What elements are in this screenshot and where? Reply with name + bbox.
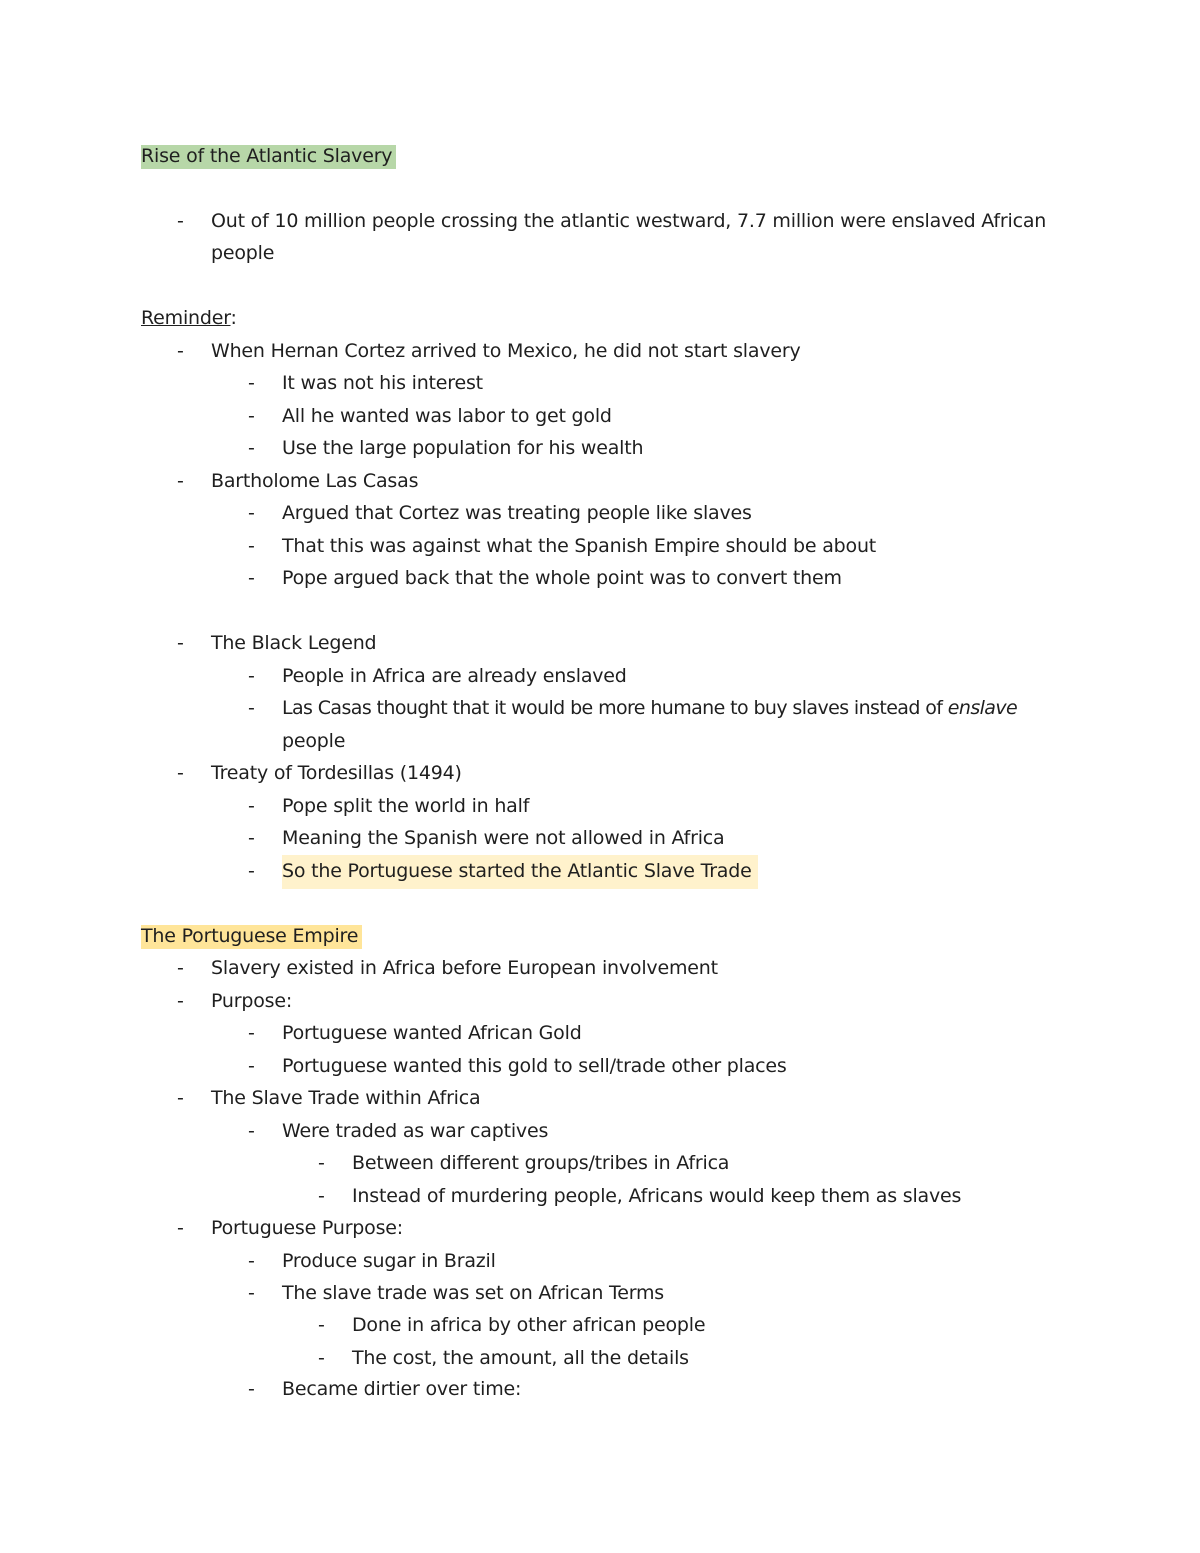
bullet-dash: - — [248, 405, 255, 427]
bullet-dash: - — [248, 567, 255, 589]
bullet-dash: - — [177, 957, 184, 979]
emphasis-text: enslave — [947, 697, 1018, 719]
list-item-continuation — [0, 725, 1200, 757]
list-item — [0, 205, 1200, 237]
reminder-colon: : — [230, 307, 237, 329]
list-item — [0, 400, 1200, 432]
bullet-dash: - — [248, 697, 255, 719]
bullet-dash: - — [248, 827, 255, 849]
list-item-text: Meaning the Spanish were not allowed in Africa — [282, 827, 725, 849]
list-item-text: It was not his interest — [282, 372, 483, 394]
list-item — [0, 985, 1200, 1017]
reminder-label-text: Reminder — [141, 307, 231, 329]
list-item-text: Done in africa by other african people — [352, 1314, 706, 1336]
bullet-dash: - — [318, 1185, 325, 1207]
bullet-dash: - — [177, 470, 184, 492]
list-item — [0, 465, 1200, 497]
list-item-text: Instead of murdering people, Africans would keep them as slaves — [352, 1185, 962, 1207]
list-item — [0, 1082, 1200, 1114]
list-item-text: Were traded as war captives — [282, 1120, 549, 1142]
list-item — [0, 790, 1200, 822]
list-item-text: people — [282, 730, 346, 752]
list-item — [0, 1309, 1200, 1341]
bullet-dash: - — [318, 1314, 325, 1336]
list-item — [0, 1147, 1200, 1179]
list-item-text: Pope split the world in half — [282, 795, 530, 817]
list-item — [0, 627, 1200, 659]
list-item-text: Argued that Cortez was treating people like slaves — [282, 502, 752, 524]
list-item-text: Bartholome Las Casas — [211, 470, 419, 492]
list-item — [0, 1277, 1200, 1309]
list-item-text — [282, 692, 1017, 724]
heading-highlight: Rise of the Atlantic Slavery — [141, 145, 396, 169]
bullet-dash: - — [248, 502, 255, 524]
bullet-dash: - — [177, 340, 184, 362]
bullet-dash: - — [177, 1217, 184, 1239]
bullet-dash: - — [248, 795, 255, 817]
list-item-text: When Hernan Cortez arrived to Mexico, he did not start slavery — [211, 340, 801, 362]
section-heading-portuguese — [141, 920, 362, 952]
list-item-text: The slave trade was set on African Terms — [282, 1282, 664, 1304]
list-item-text: All he wanted was labor to get gold — [282, 405, 612, 427]
list-item-text: Between different groups/tribes in Africa — [352, 1152, 730, 1174]
bullet-dash: - — [248, 1250, 255, 1272]
list-item — [0, 855, 1200, 887]
list-item — [0, 660, 1200, 692]
list-item — [0, 1017, 1200, 1049]
heading-highlight: The Portuguese Empire — [141, 925, 362, 949]
list-item — [0, 1212, 1200, 1244]
list-item-text: That this was against what the Spanish Empire should be about — [282, 535, 877, 557]
list-item-continuation — [0, 237, 1200, 269]
list-item — [0, 1342, 1200, 1374]
list-item-text: Treaty of Tordesillas (1494) — [211, 762, 462, 784]
list-item-text: Produce sugar in Brazil — [282, 1250, 496, 1272]
list-item-text: people — [211, 242, 275, 264]
list-item — [0, 1373, 1200, 1405]
list-item — [0, 530, 1200, 562]
list-item — [0, 335, 1200, 367]
bullet-dash: - — [177, 210, 184, 232]
list-item-text: The cost, the amount, all the details — [352, 1347, 689, 1369]
list-item-text: Became dirtier over time: — [282, 1378, 522, 1400]
list-item-text-prefix: Las Casas thought that it would be more humane to buy slaves instead of — [282, 697, 948, 719]
list-item-text: Use the large population for his wealth — [282, 437, 644, 459]
bullet-dash: - — [177, 1087, 184, 1109]
bullet-dash: - — [248, 665, 255, 687]
reminder-label — [141, 302, 237, 334]
list-item-text: Pope argued back that the whole point was to convert them — [282, 567, 842, 589]
bullet-dash: - — [248, 535, 255, 557]
list-item-text: Out of 10 million people crossing the atlantic westward, 7.7 million were enslaved African — [211, 210, 1047, 232]
list-item-text: The Black Legend — [211, 632, 377, 654]
list-item-text: Portuguese wanted African Gold — [282, 1022, 582, 1044]
bullet-dash: - — [177, 632, 184, 654]
list-item — [0, 692, 1200, 724]
list-item — [0, 432, 1200, 464]
list-item-text: Portuguese wanted this gold to sell/trade other places — [282, 1055, 787, 1077]
section-heading-rise — [141, 140, 396, 172]
list-item — [0, 497, 1200, 529]
bullet-dash: - — [248, 1282, 255, 1304]
bullet-dash: - — [318, 1347, 325, 1369]
bullet-dash: - — [248, 1378, 255, 1400]
list-item-text: People in Africa are already enslaved — [282, 665, 627, 687]
bullet-dash: - — [248, 437, 255, 459]
bullet-dash: - — [318, 1152, 325, 1174]
list-item-text: Slavery existed in Africa before European involvement — [211, 957, 718, 979]
bullet-dash: - — [248, 1055, 255, 1077]
highlighted-text: So the Portuguese started the Atlantic Slave Trade — [282, 855, 758, 889]
list-item — [0, 562, 1200, 594]
list-item — [0, 1245, 1200, 1277]
bullet-dash: - — [248, 372, 255, 394]
bullet-dash: - — [177, 762, 184, 784]
list-item — [0, 1180, 1200, 1212]
list-item — [0, 367, 1200, 399]
list-item-text: Purpose: — [211, 990, 293, 1012]
list-item — [0, 952, 1200, 984]
bullet-dash: - — [248, 1022, 255, 1044]
list-item — [0, 1115, 1200, 1147]
list-item — [0, 757, 1200, 789]
list-item — [0, 822, 1200, 854]
bullet-dash: - — [177, 990, 184, 1012]
list-item-text: The Slave Trade within Africa — [211, 1087, 481, 1109]
bullet-dash: - — [248, 860, 255, 882]
list-item — [0, 1050, 1200, 1082]
bullet-dash: - — [248, 1120, 255, 1142]
list-item-text: Portuguese Purpose: — [211, 1217, 403, 1239]
